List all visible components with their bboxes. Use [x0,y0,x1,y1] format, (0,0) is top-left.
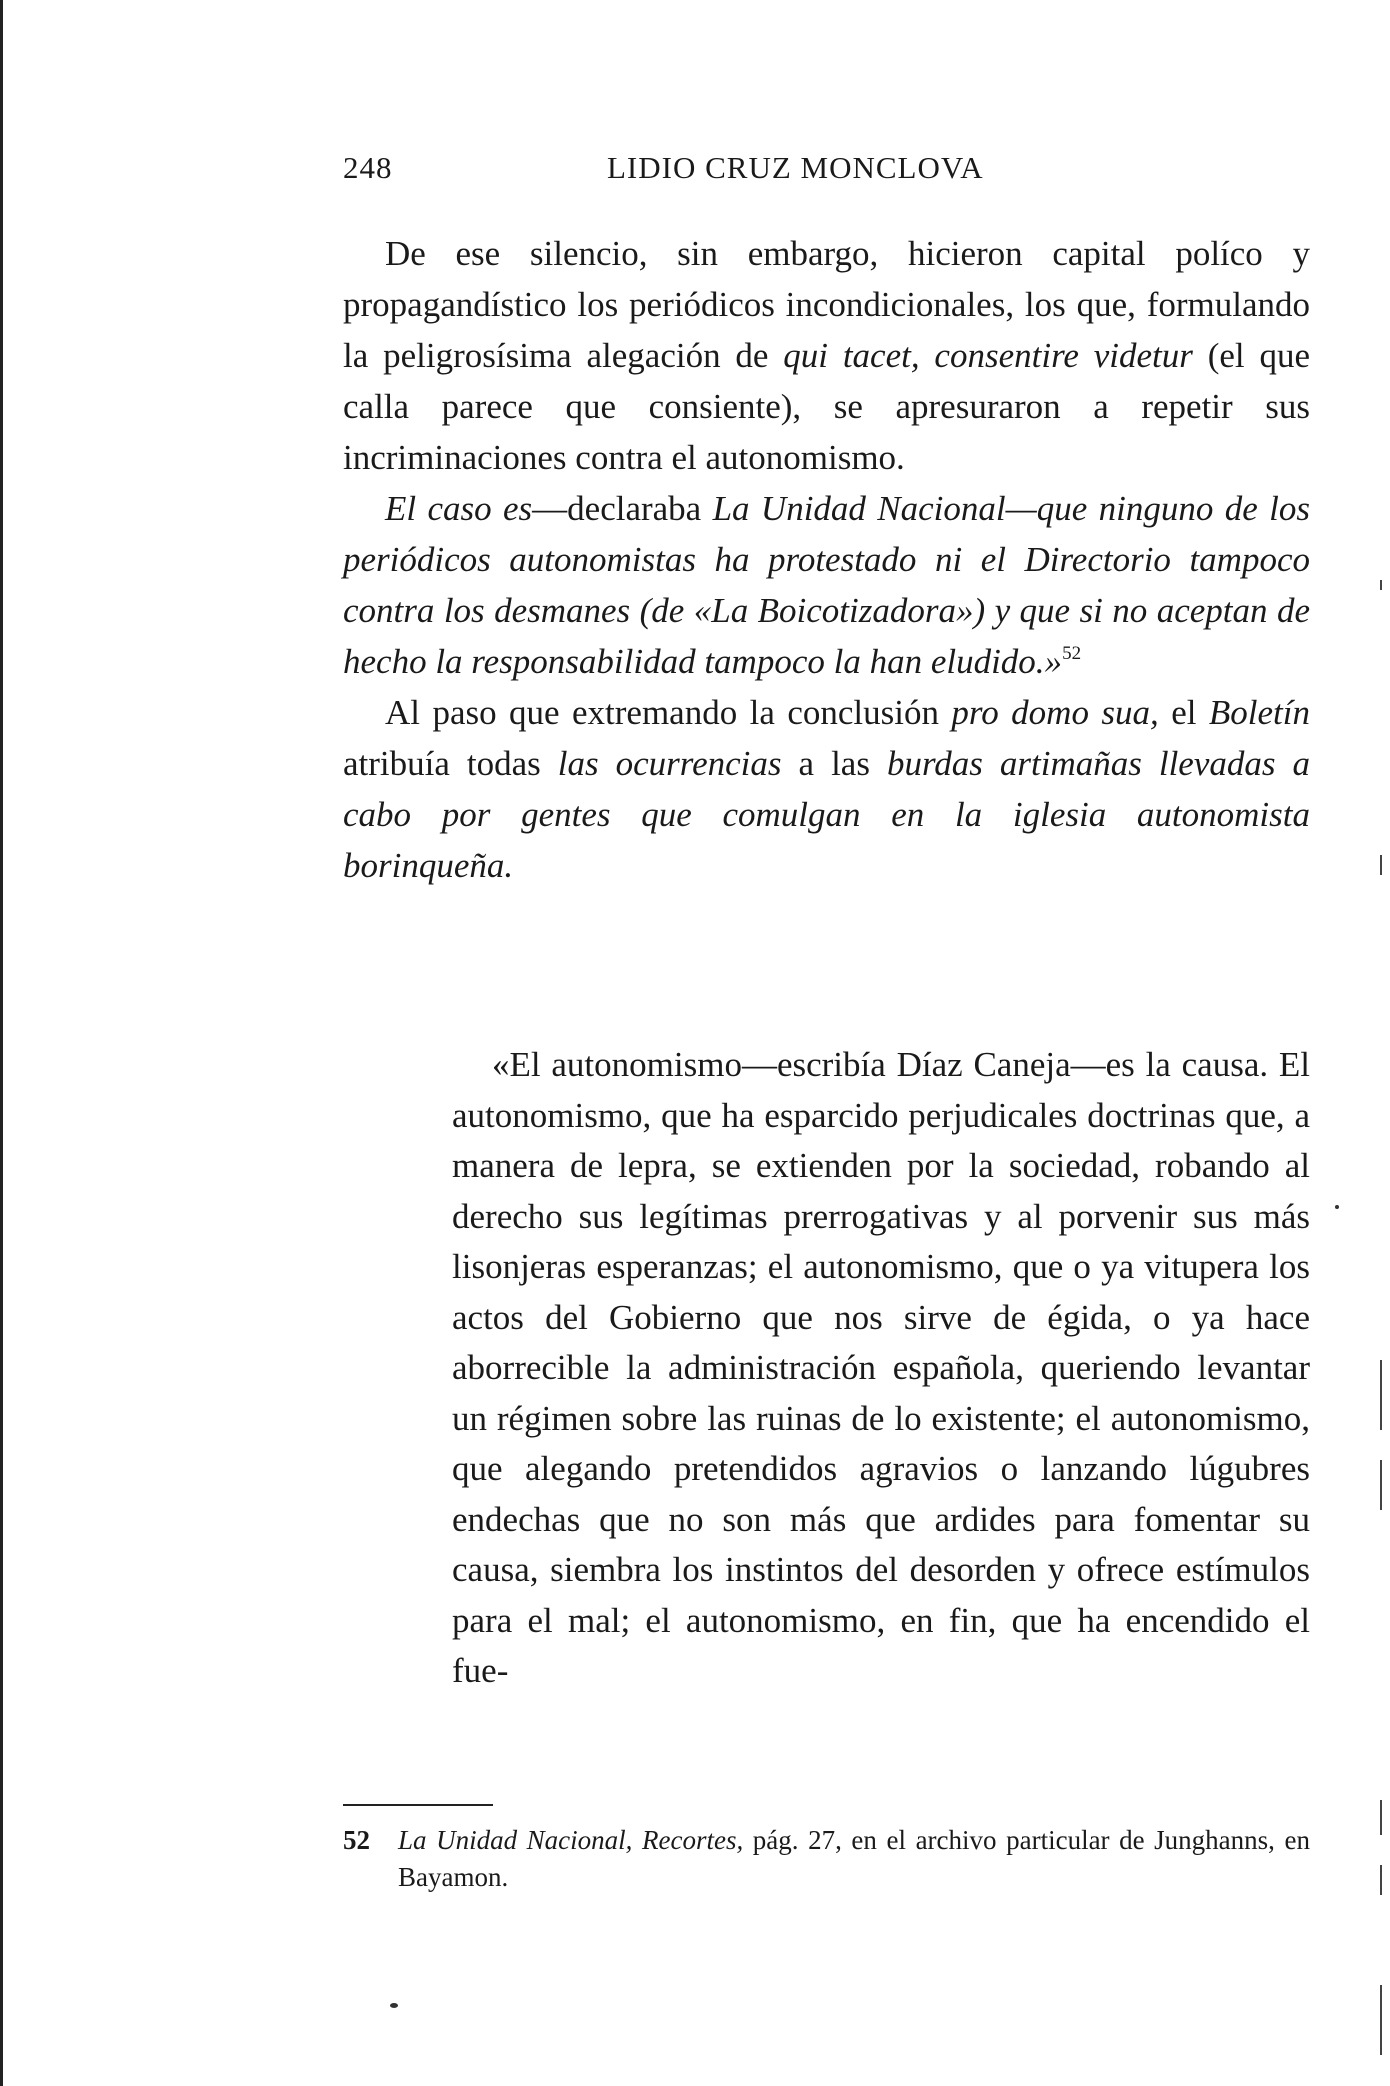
p3-d: Boletín [1208,693,1310,732]
p3-g: a las [798,744,870,783]
page-edge [0,0,3,2086]
margin-mark [1380,1360,1382,1430]
margin-mark [1380,855,1382,875]
margin-mark [1380,1800,1382,1835]
p1-latin-phrase: qui tacet, consentire videtur [783,336,1193,375]
running-head [343,150,1310,190]
footnote-reference[interactable]: 52 [1062,643,1082,664]
footnote-rule [343,1804,493,1806]
block-quote-text: «El autonomismo—escribía Díaz Caneja—es la causa. El autonomismo, que ha esparcido perjudicales doctrinas que, a manera de lepra, se extienden por la sociedad, robando al derecho sus legítimas prerrogativas y al porvenir sus más lisonjeras esperanzas; el autonomismo, que o ya vitupera los actos del Gobierno que nos sirve de égida, o ya hace aborrecible la administración española, queriendo levantar un régimen sobre las ruinas de lo existente; el autonomismo, que alegando pretendidos agravios o lanzando lúgubres endechas que no son más que ardides para fomentar su causa, siembra los instintos del desorden y ofrece estímulos para el mal; el autonomismo, en fin, que ha encendido el fue- [452,1045,1310,1690]
p1-text: De ese silencio, sin embargo, hicieron capital políco y propagandístico los periódicos incondicionales, los que, formulando la peligrosísima alegación de [343,234,1310,375]
footnote-rest: pág. 27, en el archivo particular de Junghanns, en Bayamon. [398,1825,1310,1892]
p2-attribution: —declaraba [532,489,702,528]
margin-mark [1380,580,1382,590]
footnote [343,1822,1310,1896]
p2-quote-start: El caso es [385,489,533,528]
scan-speck [1335,1205,1339,1209]
p3-c: el [1171,693,1197,732]
p1-rest: (el que calla parece que consiente), se apresuraron a repetir sus incriminaciones contra el autonomismo. [343,336,1310,477]
footnote-source: La Unidad Nacional, Recortes, [398,1825,744,1855]
running-title: LIDIO CRUZ MONCLOVA [607,150,984,185]
body-text [343,228,1310,891]
p3-b: pro domo sua, [951,693,1159,732]
paragraph-2 [343,483,1310,687]
margin-mark [1380,1865,1382,1895]
p3-a: Al paso que extremando la conclusión [385,693,939,732]
p3-e: atribuía todas [343,744,541,783]
page-number: 248 [343,150,393,185]
paragraph-1 [343,228,1310,483]
p2-quote-rest: —que ninguno de los periódicos autonomistas ha protestado ni el Directorio tampoco contra los desmanes (de «La Boicotizadora») y que si no aceptan de hecho la responsabilidad tampoco la han eludido.» [343,489,1310,681]
margin-mark [1380,1985,1382,2055]
scan-speck [390,2003,398,2008]
margin-mark [1380,1460,1382,1510]
footnote-number: 52 [343,1825,370,1855]
footnote-text [398,1822,1310,1896]
paragraph-3 [343,687,1310,891]
p2-newspaper: La Unidad Nacional [712,489,1006,528]
p3-f: las ocurrencias [557,744,782,783]
block-quote [452,1040,1310,1697]
p3-h: burdas artimañas llevadas a cabo por gentes que comulgan en la iglesia autonomista borinqueña. [343,744,1310,885]
